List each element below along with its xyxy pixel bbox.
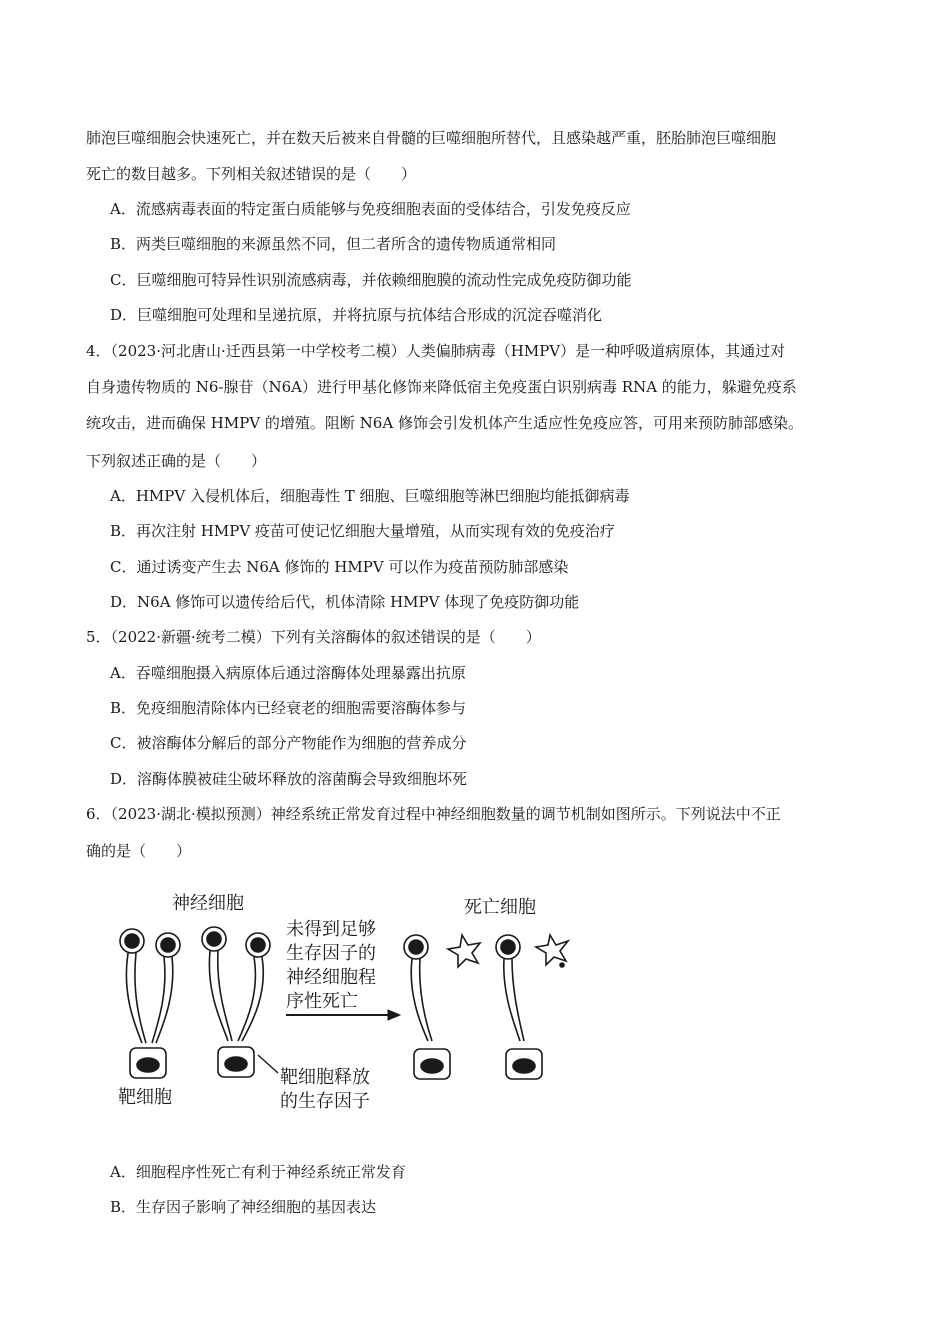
- label-target-cell: 靶细胞: [118, 1087, 172, 1108]
- option-d: D．巨噬细胞可处理和呈递抗原，并将抗原与抗体结合形成的沉淀吞噬消化: [110, 306, 603, 324]
- dead-cell-star-icon: [536, 935, 568, 967]
- question-text-line: 5．（2022·新疆·统考二模）下列有关溶酶体的叙述错误的是（ ）: [86, 628, 541, 646]
- option-c: C．被溶酶体分解后的部分产物能作为细胞的营养成分: [110, 734, 467, 752]
- option-b: B．再次注射 HMPV 疫苗可使记忆细胞大量增殖，从而实现有效的免疫治疗: [110, 522, 615, 540]
- option-b: B．两类巨噬细胞的来源虽然不同，但二者所含的遗传物质通常相同: [110, 235, 557, 253]
- question-text-line: 确的是（ ）: [86, 842, 192, 860]
- question-text-line: 4．（2023·河北唐山·迁西县第一中学校考二模）人类偏肺病毒（HMPV）是一种呼吸道病原体，其通过对: [86, 342, 786, 360]
- surviving-neuron-1: [404, 935, 450, 1079]
- living-neuron-group-2: [202, 927, 270, 1077]
- living-neuron-group-1: [120, 929, 180, 1078]
- label-arrow-1: 未得到足够: [286, 919, 376, 940]
- option-b: B．免疫细胞清除体内已经衰老的细胞需要溶酶体参与: [110, 699, 467, 717]
- option-a: A．HMPV 入侵机体后，细胞毒性 T 细胞、巨噬细胞等淋巴细胞均能抵御病毒: [110, 487, 630, 505]
- option-c: C．巨噬细胞可特异性识别流感病毒，并依赖细胞膜的流动性完成免疫防御功能: [110, 271, 632, 289]
- surviving-neuron-2: [496, 935, 542, 1079]
- option-a: A．吞噬细胞摄入病原体后通过溶酶体处理暴露出抗原: [110, 664, 466, 682]
- question-text-line: 下列叙述正确的是（ ）: [86, 452, 267, 470]
- question-text-line: 自身遗传物质的 N6-腺苷（N6A）进行甲基化修饰来降低宿主免疫蛋白识别病毒 RNA 的能力，躲避免疫系: [86, 378, 797, 396]
- question-text-line: 死亡的数目越多。下列相关叙述错误的是（ ）: [86, 165, 417, 183]
- label-factor-2: 的生存因子: [280, 1091, 370, 1112]
- option-b: B．生存因子影响了神经细胞的基因表达: [110, 1198, 377, 1216]
- neuron-survival-diagram: [110, 883, 580, 1123]
- label-neuron: 神经细胞: [172, 893, 244, 914]
- label-arrow-2: 生存因子的: [286, 943, 376, 964]
- label-arrow-4: 序性死亡: [286, 991, 358, 1012]
- option-c: C．通过诱变产生去 N6A 修饰的 HMPV 可以作为疫苗预防肺部感染: [110, 558, 569, 576]
- option-a: A．细胞程序性死亡有利于神经系统正常发育: [110, 1163, 406, 1181]
- factor-pointer: [258, 1055, 278, 1073]
- dead-cell-star-icon: [448, 935, 480, 967]
- label-dead-cell: 死亡细胞: [464, 897, 536, 918]
- label-factor-1: 靶细胞释放: [280, 1067, 370, 1088]
- option-d: D．溶酶体膜被硅尘破坏释放的溶菌酶会导致细胞坏死: [110, 770, 468, 788]
- question-text-line: 肺泡巨噬细胞会快速死亡，并在数天后被来自骨髓的巨噬细胞所替代，且感染越严重，胚胎肺泡巨噬细胞: [86, 129, 777, 147]
- label-arrow-3: 神经细胞程: [286, 967, 376, 988]
- question-text-line: 统攻击，进而确保 HMPV 的增殖。阻断 N6A 修饰会引发机体产生适应性免疫应答，可用来预防肺部感染。: [86, 414, 803, 432]
- option-d: D．N6A 修饰可以遗传给后代，机体清除 HMPV 体现了免疫防御功能: [110, 593, 580, 611]
- question-text-line: 6．（2023·湖北·模拟预测）神经系统正常发育过程中神经细胞数量的调节机制如图所示。下列说法中不正: [86, 805, 781, 823]
- option-a: A．流感病毒表面的特定蛋白质能够与免疫细胞表面的受体结合，引发免疫反应: [110, 200, 631, 218]
